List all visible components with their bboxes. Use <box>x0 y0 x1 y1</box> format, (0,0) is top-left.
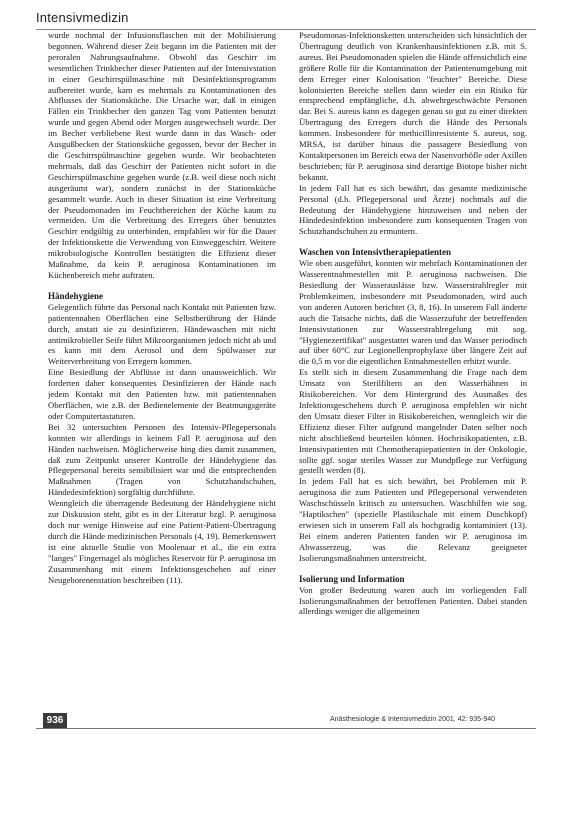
body-paragraph: Bei 32 untersuchten Personen des Intensiv-Pflegepersonals konnten wir allerdings in keinem Fall P. aeruginosa auf den Händen nachweisen. Möglicherweise hing dies damit zusammen, daß zum Zeitpunkt unserer Kontrolle der Händehygiene das Pflegepersonal bereits sensibilisiert war und die entsprechenden Maßnahmen (Tragen von Schutzhandschuhen, Händedesinfektion) sorgfältig durchführte. <box>48 421 276 498</box>
body-paragraph: Pseudomonas-Infektionsketten unterscheiden sich hinsichtlich der Übertragung deutlich von Krankenhausinfektionen z.B. mit S. aureus. Bei Pseudomonaden spielen die Hände offensichtlich eine größere Rolle für die Kontamination der Patientenumgebung mit dem Erreger einer Kolonisation "feuchter" Bereiche. Diese kolonisierten Bereiche stellen dann wieder ein ein Risiko für entsprechend empfängliche, d.h. abwehrgeschwächte Personen dar. Bei S. aureus kann es dagegen genau so gut zu einer direkten Übertragung des Erregers durch die Hände des Personals kommen. Insbesondere für methicillinresistente S. aureus, sog. MRSA, ist darüber hinaus die passagere Besiedlung von Kontaktpersonen im Bereich etwa der Nasenvorhöfle oder Axillen beschrieben; für P. aeruginosa sind derartige Biotope bisher nicht bekannt. <box>299 30 527 182</box>
body-paragraph: Wenngleich die überragende Bedeutung der Händehygiene nicht zur Diskussion steht, gibt es in der Literatur bzgl. P. aeruginosa doch nur wenige Hinweise auf eine Patient-Patient-Übertragung durch die Hände medizinischen Personals (4, 19). Bemerkenswert ist eine aktuelle Studie von Moolenaar et al., die ein extra "langes" Fingernagel als mögliches Reservoir für P. aeruginosa im Zusammenhang mit einem Infektionsgeschehen auf einer Neugeborenenstation beschreiben (11). <box>48 498 276 585</box>
body-paragraph: Wie oben ausgeführt, konnten wir mehrfach Kontaminationen der Wasserentnahmestellen mit P. aeruginosa nachweisen. Die Besiedlung der Wasserauslässe bzw. Wasserstrahlregler mit Problemkeimen, insbesondere mit Pseudomonaden, wird auch von anderen Autoren berichtet (3, 8, 16). In unserem Fall änderte auch die Tatsache nichts, daß die Wasserzufuhr der betreffenden Intensivstationen zur Wasserstrahlregelung mit sog. "Hygienezertifikat" ausgestattet waren und das Wasser periodisch auf über 60°C zur Legionellenprophylaxe über längere Zeit auf die 0,5 m vor die eigentlichen Entnahmestellen erhitzt wurde. <box>299 258 527 367</box>
body-paragraph: In jedem Fall hat es sich bewährt, das gesamte medizinische Personal (d.h. Pflegepersonal und Ärzte) nochmals auf die Bedeutung der Händehygiene hinzuweisen und neben der Händedesinfektion insbesondere zum konsequenten Tragen von Schutzhandschuhen zu ermuntern. <box>299 182 527 237</box>
section-heading: Händehygiene <box>48 290 104 301</box>
left-text-column <box>48 30 276 745</box>
section-heading: Waschen von Intensivtherapiepatienten <box>299 247 452 258</box>
page-number: 936 <box>43 713 67 728</box>
body-paragraph: Es stellt sich in diesem Zusammenhang die Frage nach dem Umsatz von Sterilfiltern an den Wasserhähnen in Risikobereichen. Vor dem Hintergrund des Ausmaßes des Infektionsgeschehens durch P. aeruginosa empfehlen wir nicht den Umsatz dieser Filter in Risikobereichen, wenngleich wir die Effizienz dieser Filter aufgrund mangelnder Daten selber noch nicht abschließend beurteilen können. Hochrisikopatienten, z.B. Intensivpatienten mit Chemotherapiepatienten in der Onkologie, sollte ggf. sogar steriles Wasser zur Mundpflege zur Verfügung gestellt werden (8). <box>299 367 527 476</box>
journal-citation: Anästhesiologie & Intensivmedizin 2001, 42: 935-940 <box>330 716 495 723</box>
body-paragraph: wurde nochmal der Infusionsflaschen mit der Mobilisierung begonnen. Während dieser Zeit begann im die Patienten mit der peroralen Nahrungsaufnahme. Obwohl das Geschirr im wesentlichen Trinkbecher dieser Patienten auf der Intensivstation in einer Geschirrspülmaschine mit Desinfektionsprogramm aufbereitet wurde, kam es mehrmals zu Kontaminationen des Abflusses der Stationsküche. Die Ursache war, daß in einigen Fällen ein Trinkbecher den ganzen Tag vom Patienten benutzt wurde und gegen Abend oder Morgen ausgewechselt wurde. Der im Becher verbliebene Rest wurde dann in das Wasch- oder Ausgußbecken der Stationsküche gegossen, bevor der Becher in die Geschirrspülmaschine gegeben wurde. Wir beobachteten mehrmals, daß das Geschirr der Patienten nicht sofort in die Geschirrspülmaschine gegeben wurde (z.B. weil diese noch nicht ausgeräumt war), sondern zunächst in der Stationsküche gesammelt wurde. Auch in dieser Situation ist eine Verbreitung der Pseudomonaden im Feuchtbereichen der Küche kaum zu vermeiden. Um die Verbreitung des Erregers über benutztes Geschirr endgültig zu unterbinden, empfahlen wir für die Dauer der Infektionskette die Verwendung von Einweggeschirr. Weitere mikrobiologische Kontrollen bestätigten die Effizienz dieser Maßnahme, da kein P. aeruginosa Kontaminationen im Küchenbereich mehr auftraten. <box>48 30 276 280</box>
body-paragraph: Eine Besiedlung der Abflüsse ist dann unausweichlich. Wir forderten daher konsequentes Desinfizieren der Hände nach jedem Kontakt mit den Patienten bzw. mit patientennahen Oberflächen, wie z.B. der Bedienelemente der Beatmungsgeräte oder Computertastaturen. <box>48 367 276 421</box>
body-paragraph: Von großer Bedeutung waren auch im vorliegenden Fall Isolierungsmaßnahmen der betroffenen Patienten. Dabei standen allerdings weniger die allgemeinen <box>299 584 527 617</box>
section-heading: Isolierung und Information <box>299 573 405 584</box>
body-paragraph: In jedem Fall hat es sich bewährt, bei Problemen mit P. aeruginosa die zum Patienten und Pflegepersonal verwendeten Waschschüsseln kritisch zu untersuchen. Waschhilfen wie sog. "Haptikschen" (spezielle Plastikschale mit einem Duschkopf) erwiesen sich in unserem Fall als hochgradig kontaminiert (13). Bei einem anderen Patienten fanden wir P. aeruginosa im Abwasserzeug, was die Relevanz geeigneter Isolierungsmaßnahmen unterstreicht. <box>299 476 527 563</box>
right-text-column <box>299 30 527 735</box>
footer-divider <box>36 728 536 729</box>
body-paragraph: Gelegentlich führte das Personal nach Kontakt mit Patienten bzw. patientennahen Oberflächen eine Selbstberührung der Hände durch, anstatt sie zu desinfizieren. Händewaschen mit nicht antimikrobieller Seife führt Mikroorganismen jedoch nicht ab und es kann mit dem Aerosol und dem Spülwasser zur Weiterverbreitung von Erregern kommen. <box>48 301 276 367</box>
section-header: Intensivmedizin <box>36 10 129 25</box>
